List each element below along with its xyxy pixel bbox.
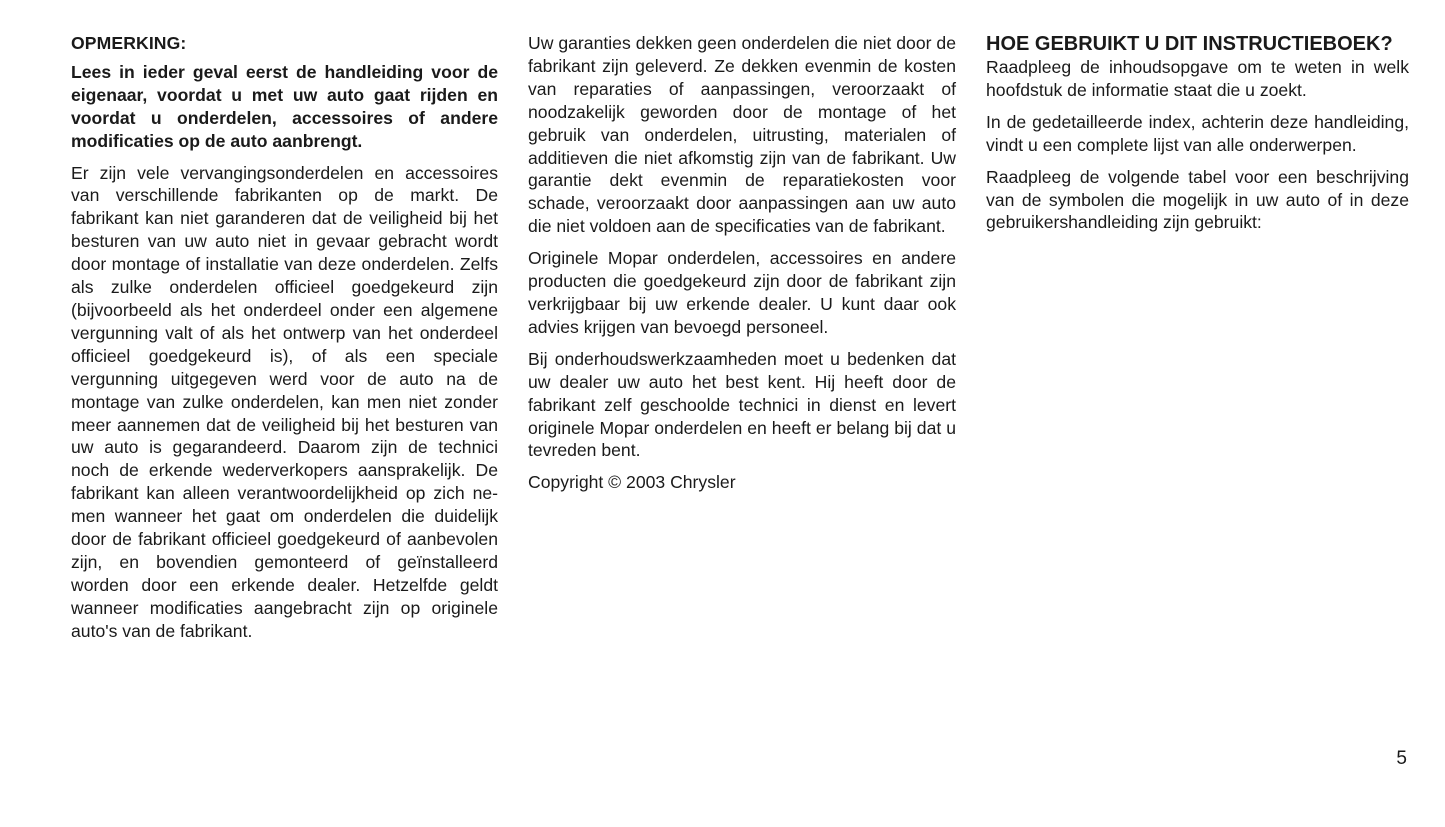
note-title: OPMERKING: — [71, 33, 187, 53]
maintenance-paragraph: Bij onderhoudswerkzaamheden moet u bedenken dat uw dealer uw auto het best kent. Hij heeft door de fabrikant zelf geschoolde technici in dienst en levert originele Mopar onderdelen en heeft er belang bij dat u tevreden bent. — [528, 348, 956, 461]
page-number: 5 — [1396, 748, 1407, 769]
copyright-line: Copyright © 2003 Chrysler — [528, 472, 736, 493]
right-column — [986, 32, 1409, 243]
warranty-paragraph: Uw garanties dekken geen onderdelen die niet door de fabrikant zijn geleverd. Ze dekken evenmin de kosten van reparaties of aanpassingen, veroorzaakt of noodzakelijk geworden door de montage of het gebruik van onderdelen, uitrusting, materialen of additieven die niet afkomstig zijn van de fabrikant. Uw garantie dekt evenmin de reparatiekosten voor schade, veroorzaakt door aanpassingen aan uw auto die niet voldoen aan de specificaties van de fabrikant. — [528, 33, 956, 237]
middle-column — [528, 32, 956, 503]
note-body: Lees in ieder geval eerst de handleiding voor de eigenaar, voordat u met uw auto gaat rijden en voordat u onderdelen, accessoires of andere modificaties op de auto aanbrengt. — [71, 61, 498, 151]
index-paragraph: In de gedetailleerde index, achterin deze handleiding, vindt u een complete lijst van alle onderwerpen. — [986, 111, 1409, 155]
table-of-contents-paragraph: Raadpleeg de inhoudsopgave om te weten in welk hoofdstuk de informatie staat die u zoekt. — [986, 57, 1409, 100]
left-column — [71, 32, 498, 652]
symbols-paragraph: Raadpleeg de volgende tabel voor een beschrijving van de symbolen die mogelijk in uw auto of in deze gebruikershandleiding zijn gebruikt: — [986, 166, 1409, 233]
mopar-parts-paragraph: Originele Mopar onderdelen, accessoires en andere producten die goedgekeurd zijn door de fabrikant zijn verkrijgbaar bij uw erkende dealer. U kunt daar ook advies krijgen van bevoegd personeel. — [528, 248, 956, 337]
accessories-paragraph: Er zijn vele vervangingsonderdelen en accessoires van verschillende fabrikanten op de markt. De fabrikant kan niet garanderen dat de veiligheid bij het besturen van uw auto niet in gevaar gebracht wordt door montage of installatie van deze onderdelen. Zelfs als zulke onderdelen officieel goedgekeurd zijn (bijvoorbeeld als het onderdeel onder een algemene vergunning valt of als het ontwerp van het onderdeel officieel goedgekeurd is), of als een speciale vergunning uitgegeven werd voor de auto na de montage van zulke onderdelen, kan men niet zonder meer aannemen dat de veiligheid bij het besturen van uw auto is gegarandeerd. Daarom zijn de technici noch de erkende wederverkopers aansprakelijk. De fabrikant kan alleen verantwoordelijkheid op zich nemen wanneer het gaat om onderdelen die duidelijk door de fabrikant officieel goedgekeurd of aanbevolen zijn, en bovendien gemonteerd of geïnstalleerd worden door een erkende dealer. Hetzelfde geldt wanneer modificaties aangebracht zijn op originele auto's van de fabrikant. — [71, 162, 498, 641]
section-heading: HOE GEBRUIKT U DIT INSTRUCTIEBOEK? — [986, 33, 1393, 55]
